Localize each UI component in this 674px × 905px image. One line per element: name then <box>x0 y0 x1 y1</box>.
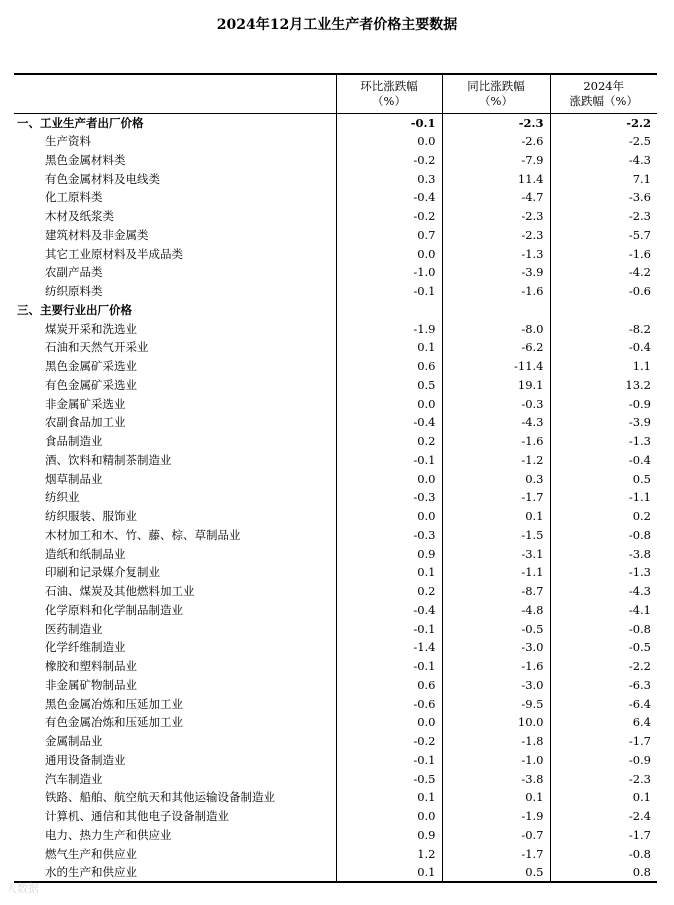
table-row <box>14 601 657 620</box>
table-row <box>14 638 657 657</box>
mom-value: -1.0 <box>336 263 442 282</box>
table-row <box>14 619 657 638</box>
row-name: 水的生产和供应业 <box>14 863 336 882</box>
yoy-value: -3.0 <box>442 676 550 695</box>
ytd-value: 6.4 <box>550 713 657 732</box>
header-ytd-column <box>550 74 657 113</box>
mom-value: 0.2 <box>336 432 442 451</box>
mom-value: 0.0 <box>336 244 442 263</box>
mom-value: 0.0 <box>336 132 442 151</box>
ytd-value: -6.3 <box>550 676 657 695</box>
row-name: 一、工业生产者出厂价格 <box>17 115 144 130</box>
header-yoy-label: 同比涨跌幅 <box>467 78 525 93</box>
yoy-value: -1.2 <box>442 451 550 470</box>
row-name: 金属制品业 <box>45 734 103 749</box>
yoy-value: -6.2 <box>442 338 550 357</box>
table-row <box>14 713 657 732</box>
yoy-value: -1.1 <box>442 563 550 582</box>
row-name: 非金属矿物制品业 <box>45 677 137 692</box>
yoy-value: -1.6 <box>442 657 550 676</box>
ytd-value: -2.4 <box>550 807 657 826</box>
table-row <box>14 769 657 788</box>
table-row <box>14 544 657 563</box>
ytd-value: -1.3 <box>550 563 657 582</box>
yoy-value: -2.3 <box>442 207 550 226</box>
header-ytd-label: 涨跌幅（%） <box>569 93 638 108</box>
row-name: 烟草制品业 <box>45 471 103 486</box>
yoy-value: -2.6 <box>442 132 550 151</box>
row-name: 纺织业 <box>45 490 80 505</box>
table-row <box>14 751 657 770</box>
mom-value: -0.1 <box>336 113 442 132</box>
row-name: 电力、热力生产和供应业 <box>45 827 172 842</box>
table-row <box>14 694 657 713</box>
row-name: 计算机、通信和其他电子设备制造业 <box>45 809 229 824</box>
mom-value: -0.5 <box>336 769 442 788</box>
mom-value: 0.0 <box>336 713 442 732</box>
ytd-value: -0.9 <box>550 751 657 770</box>
ytd-value: -1.3 <box>550 432 657 451</box>
ytd-value: -4.2 <box>550 263 657 282</box>
mom-value: -0.1 <box>336 751 442 770</box>
mom-value: 0.5 <box>336 376 442 395</box>
section-row <box>14 301 657 320</box>
row-name: 化学纤维制造业 <box>45 640 126 655</box>
ytd-value: -1.6 <box>550 244 657 263</box>
yoy-value: -0.7 <box>442 826 550 845</box>
yoy-value: -0.3 <box>442 394 550 413</box>
yoy-value: -3.8 <box>442 769 550 788</box>
table-row <box>14 863 657 882</box>
ytd-value: -2.5 <box>550 132 657 151</box>
yoy-value: -11.4 <box>442 357 550 376</box>
yoy-value: -1.7 <box>442 844 550 863</box>
table-row <box>14 563 657 582</box>
mom-value: -0.1 <box>336 451 442 470</box>
ytd-value: 0.2 <box>550 507 657 526</box>
table-row <box>14 807 657 826</box>
table-row <box>14 394 657 413</box>
mom-value: 0.9 <box>336 826 442 845</box>
ytd-value: -0.8 <box>550 619 657 638</box>
yoy-value: -7.9 <box>442 151 550 170</box>
header-mom-unit: （%） <box>372 93 406 108</box>
row-name: 纺织服装、服饰业 <box>45 509 137 524</box>
ytd-value: -3.8 <box>550 544 657 563</box>
yoy-value: -4.8 <box>442 601 550 620</box>
row-name: 木材及纸浆类 <box>45 209 114 224</box>
yoy-value: 19.1 <box>442 376 550 395</box>
row-name: 有色金属冶炼和压延加工业 <box>45 715 183 730</box>
table-body <box>14 113 657 882</box>
row-name: 建筑材料及非金属类 <box>45 227 149 242</box>
table-row <box>14 207 657 226</box>
table-row <box>14 432 657 451</box>
table-row <box>14 357 657 376</box>
yoy-value: -0.5 <box>442 619 550 638</box>
ytd-value: -0.8 <box>550 526 657 545</box>
row-name: 木材加工和木、竹、藤、棕、草制品业 <box>45 527 241 542</box>
ytd-value: -0.4 <box>550 338 657 357</box>
yoy-value: -1.0 <box>442 751 550 770</box>
mom-value: -0.6 <box>336 694 442 713</box>
ytd-value: -1.1 <box>550 488 657 507</box>
mom-value: 0.1 <box>336 788 442 807</box>
row-name: 黑色金属材料类 <box>45 152 126 167</box>
yoy-value: -4.3 <box>442 413 550 432</box>
table-row <box>14 338 657 357</box>
header-mom-label: 环比涨跌幅 <box>360 78 418 93</box>
row-name: 黑色金属冶炼和压延加工业 <box>45 696 183 711</box>
mom-value: 0.6 <box>336 676 442 695</box>
mom-value: 0.6 <box>336 357 442 376</box>
table-row <box>14 451 657 470</box>
mom-value: 0.1 <box>336 563 442 582</box>
table-row <box>14 132 657 151</box>
mom-value: -0.2 <box>336 151 442 170</box>
yoy-value: -3.9 <box>442 263 550 282</box>
table-row <box>14 788 657 807</box>
yoy-value: 10.0 <box>442 713 550 732</box>
ytd-value: -0.5 <box>550 638 657 657</box>
row-name: 化学原料和化学制品制造业 <box>45 602 183 617</box>
mom-value: 0.1 <box>336 338 442 357</box>
mom-value: -1.4 <box>336 638 442 657</box>
mom-value: -0.2 <box>336 207 442 226</box>
ytd-value: -3.6 <box>550 188 657 207</box>
row-name: 石油和天然气开采业 <box>45 340 149 355</box>
table-row <box>14 244 657 263</box>
yoy-value: 11.4 <box>442 169 550 188</box>
yoy-value: -4.7 <box>442 188 550 207</box>
yoy-value: -2.3 <box>442 113 550 132</box>
ytd-value: -0.8 <box>550 844 657 863</box>
ytd-value: 0.8 <box>550 863 657 882</box>
header-item-column <box>14 74 336 113</box>
mom-value: -0.3 <box>336 488 442 507</box>
mom-value: -0.4 <box>336 413 442 432</box>
row-name: 造纸和纸制品业 <box>45 546 126 561</box>
ytd-value: -4.3 <box>550 151 657 170</box>
ytd-value: 7.1 <box>550 169 657 188</box>
row-name: 医药制造业 <box>45 621 103 636</box>
yoy-value: -1.6 <box>442 282 550 301</box>
ytd-value <box>550 301 657 320</box>
row-name: 酒、饮料和精制茶制造业 <box>45 452 172 467</box>
row-name: 通用设备制造业 <box>45 752 126 767</box>
row-name: 石油、煤炭及其他燃料加工业 <box>45 584 195 599</box>
table-row <box>14 413 657 432</box>
table-row <box>14 469 657 488</box>
row-name: 农副食品加工业 <box>45 415 126 430</box>
header-yoy-column <box>442 74 550 113</box>
yoy-value: 0.1 <box>442 788 550 807</box>
row-name: 黑色金属矿采选业 <box>45 359 137 374</box>
ytd-value: -1.7 <box>550 826 657 845</box>
ytd-value: 0.1 <box>550 788 657 807</box>
ytd-value: -0.9 <box>550 394 657 413</box>
row-name: 有色金属材料及电线类 <box>45 171 160 186</box>
yoy-value <box>442 301 550 320</box>
row-name: 印刷和记录媒介复制业 <box>45 565 160 580</box>
mom-value: 0.1 <box>336 863 442 882</box>
table-row <box>14 263 657 282</box>
mom-value: -0.3 <box>336 526 442 545</box>
yoy-value: -1.8 <box>442 732 550 751</box>
mom-value: -1.9 <box>336 319 442 338</box>
table-row <box>14 282 657 301</box>
yoy-value: -1.5 <box>442 526 550 545</box>
yoy-value: -3.1 <box>442 544 550 563</box>
yoy-value: -1.3 <box>442 244 550 263</box>
row-name: 农副产品类 <box>45 265 103 280</box>
row-name: 其它工业原材料及半成品类 <box>45 246 183 261</box>
mom-value: 0.7 <box>336 226 442 245</box>
header-ytd-year: 2024年 <box>583 78 625 93</box>
mom-value: -0.2 <box>336 732 442 751</box>
ytd-value: -2.3 <box>550 207 657 226</box>
table-row <box>14 226 657 245</box>
row-name: 纺织原料类 <box>45 284 103 299</box>
table-row <box>14 376 657 395</box>
mom-value: 0.0 <box>336 807 442 826</box>
table-row <box>14 826 657 845</box>
row-name: 食品制造业 <box>45 434 103 449</box>
row-name: 汽车制造业 <box>45 771 103 786</box>
yoy-value: 0.3 <box>442 469 550 488</box>
mom-value: 0.0 <box>336 469 442 488</box>
ytd-value: -5.7 <box>550 226 657 245</box>
yoy-value: -8.7 <box>442 582 550 601</box>
yoy-value: -1.9 <box>442 807 550 826</box>
mom-value: 1.2 <box>336 844 442 863</box>
row-name: 非金属矿采选业 <box>45 396 126 411</box>
ytd-value: -4.1 <box>550 601 657 620</box>
table-row <box>14 507 657 526</box>
table-row <box>14 844 657 863</box>
header-mom-column <box>336 74 442 113</box>
header-yoy-unit: （%） <box>479 93 513 108</box>
table-row <box>14 169 657 188</box>
table-header-row <box>14 74 657 113</box>
ytd-value: -1.7 <box>550 732 657 751</box>
mom-value: 0.0 <box>336 507 442 526</box>
mom-value: 0.2 <box>336 582 442 601</box>
row-name: 煤炭开采和洗选业 <box>45 321 137 336</box>
yoy-value: -1.6 <box>442 432 550 451</box>
ytd-value: -8.2 <box>550 319 657 338</box>
mom-value: -0.4 <box>336 188 442 207</box>
ytd-value: -2.2 <box>550 113 657 132</box>
ytd-value: -2.2 <box>550 657 657 676</box>
table-row <box>14 188 657 207</box>
yoy-value: -1.7 <box>442 488 550 507</box>
ytd-value: -2.3 <box>550 769 657 788</box>
row-name: 有色金属矿采选业 <box>45 377 137 392</box>
row-name: 燃气生产和供应业 <box>45 846 137 861</box>
yoy-value: 0.1 <box>442 507 550 526</box>
table-row <box>14 319 657 338</box>
yoy-value: -8.0 <box>442 319 550 338</box>
yoy-value: 0.5 <box>442 863 550 882</box>
yoy-value: -2.3 <box>442 226 550 245</box>
table-row <box>14 657 657 676</box>
ytd-value: 1.1 <box>550 357 657 376</box>
row-name: 橡胶和塑料制品业 <box>45 659 137 674</box>
mom-value <box>336 301 442 320</box>
ytd-value: 0.5 <box>550 469 657 488</box>
table-row <box>14 526 657 545</box>
table-row <box>14 488 657 507</box>
section-row <box>14 113 657 132</box>
table-row <box>14 676 657 695</box>
yoy-value: -3.0 <box>442 638 550 657</box>
row-name: 化工原料类 <box>45 190 103 205</box>
watermark: 人数据 <box>6 882 39 895</box>
table-row <box>14 582 657 601</box>
mom-value: -0.4 <box>336 601 442 620</box>
table-row <box>14 151 657 170</box>
ytd-value: -6.4 <box>550 694 657 713</box>
row-name: 三、主要行业出厂价格 <box>17 302 132 317</box>
mom-value: 0.0 <box>336 394 442 413</box>
ytd-value: 13.2 <box>550 376 657 395</box>
mom-value: -0.1 <box>336 657 442 676</box>
mom-value: 0.9 <box>336 544 442 563</box>
table-row <box>14 732 657 751</box>
ytd-value: -3.9 <box>550 413 657 432</box>
mom-value: -0.1 <box>336 619 442 638</box>
ytd-value: -4.3 <box>550 582 657 601</box>
mom-value: -0.1 <box>336 282 442 301</box>
row-name: 铁路、船舶、航空航天和其他运输设备制造业 <box>45 790 275 805</box>
ytd-value: -0.6 <box>550 282 657 301</box>
mom-value: 0.3 <box>336 169 442 188</box>
ytd-value: -0.4 <box>550 451 657 470</box>
yoy-value: -9.5 <box>442 694 550 713</box>
price-data-table <box>14 73 657 883</box>
row-name: 生产资料 <box>45 134 91 149</box>
page-title: 2024年12月工业生产者价格主要数据 <box>216 17 458 33</box>
